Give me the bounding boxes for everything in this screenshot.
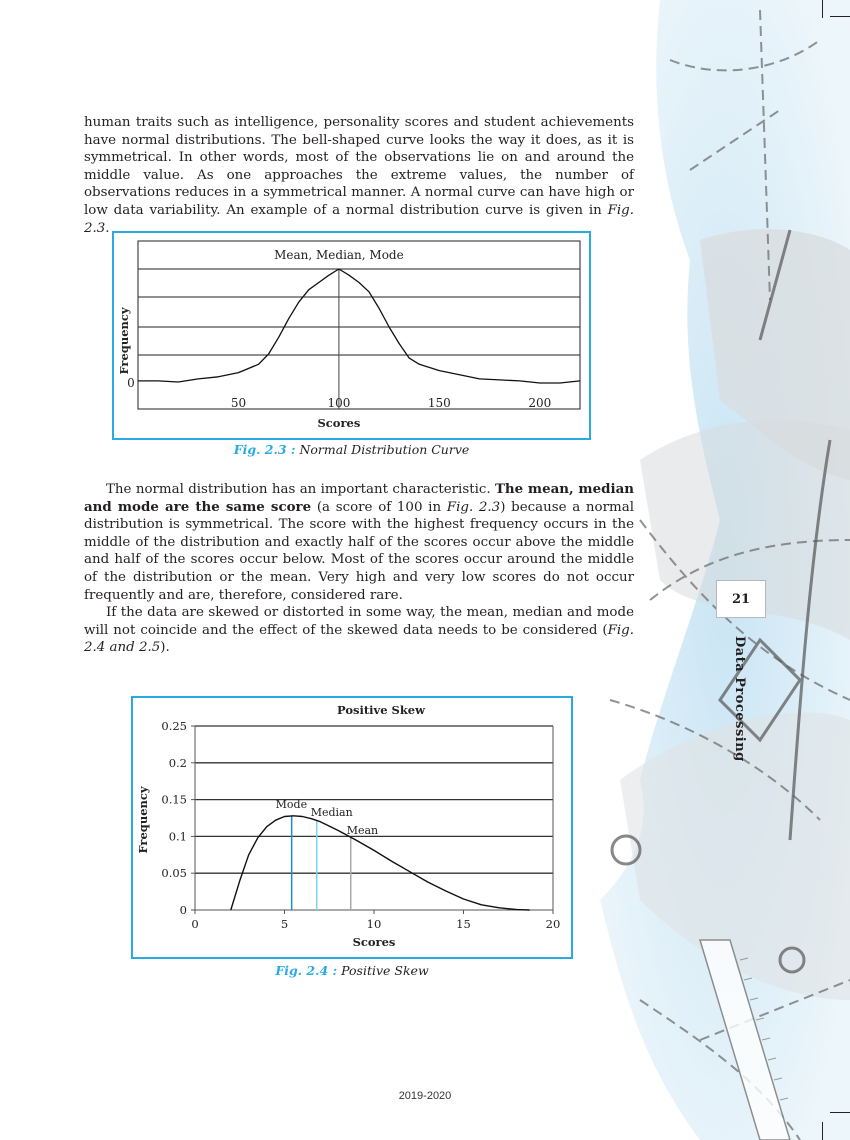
- crop-mark: [822, 0, 823, 18]
- paragraph-normal-characteristic: [84, 481, 634, 604]
- figure-reference: Fig. 2.4 and 2.5: [84, 622, 634, 656]
- median-label: Median: [310, 806, 353, 820]
- figure-2-4-frame: [131, 696, 573, 959]
- figure-caption-text: Positive Skew: [341, 963, 429, 978]
- x-axis-label: Scores: [317, 416, 361, 430]
- y-tick-label: 0.1: [168, 829, 187, 844]
- figure-number: Fig. 2.3 :: [233, 442, 296, 457]
- crop-mark: [830, 16, 850, 17]
- paragraph-text: (a score of 100 in: [311, 499, 447, 515]
- y-tick-label: 0.2: [168, 755, 187, 770]
- crop-mark: [822, 1122, 823, 1140]
- x-tick-label: 150: [427, 396, 451, 410]
- x-tick-label: 5: [280, 917, 289, 931]
- y-axis-label: Frequency: [117, 307, 131, 375]
- y-axis-label: Frequency: [136, 786, 150, 854]
- section-title: Data Processing: [732, 636, 747, 762]
- x-tick-label: 100: [327, 396, 351, 410]
- y-tick-label: 0.05: [161, 866, 187, 881]
- x-tick-label: 200: [528, 396, 552, 410]
- crop-mark: [830, 1112, 850, 1113]
- figure-caption-text: Normal Distribution Curve: [299, 442, 470, 457]
- y-tick-label: 0: [127, 376, 135, 390]
- y-tick-label: 0.25: [161, 719, 187, 733]
- footer-year: 2019-2020: [398, 1090, 452, 1102]
- x-tick-label: 50: [230, 396, 247, 410]
- paragraph-text: ).: [160, 640, 170, 656]
- x-tick-label: 20: [545, 917, 561, 931]
- paragraph-text: ) because a normal distribution is symmetrical. The score with the highest frequency occurs in the middle of the distribution and exactly half of the scores occur above the middle and half of the scores occur below. Most of the scores occur around the middle of the distribution or the mean. Very high and very low scores do not occur frequently and are, therefore, considered rare.: [84, 499, 634, 603]
- paragraph-text: human traits such as intelligence, personality scores and student achievements have normal distributions. The bell-shaped curve looks the way it does, as it is symmetrical. In other words, most of the observations lie on and around the middle value. As one approaches the extreme values, the number of observations reduces in a symmetrical manner. A normal curve can have high or low data variability. An example of a normal distribution curve is given in: [84, 115, 634, 218]
- chart-title: Positive Skew: [336, 703, 426, 717]
- skew-curve: [231, 816, 530, 910]
- bold-statement: The mean, median and mode are the same score: [84, 481, 634, 515]
- y-tick-label: 0: [179, 903, 187, 917]
- normal-curve: [138, 269, 580, 383]
- paragraph-text: .: [105, 220, 110, 236]
- chart-title: Mean, Median, Mode: [274, 248, 404, 262]
- mean-label: Mean: [346, 823, 379, 837]
- x-tick-label: 15: [456, 917, 471, 931]
- normal-distribution-chart: [114, 233, 589, 438]
- plot-area: [138, 241, 580, 409]
- paragraph-normal-distribution-intro: [84, 114, 634, 237]
- y-tick-label: 0.15: [161, 792, 187, 807]
- figure-reference: Fig. 2.3: [446, 499, 501, 515]
- page-number: 21: [716, 580, 766, 618]
- figure-number: Fig. 2.4 :: [275, 963, 338, 978]
- x-axis-label: Scores: [352, 935, 396, 949]
- figure-2-3-caption: [112, 442, 591, 457]
- figure-2-3-frame: [112, 231, 591, 440]
- paragraph-text: The normal distribution has an important characteristic.: [106, 482, 495, 497]
- paragraph-skewed-data: [84, 604, 634, 657]
- x-tick-label: 0: [191, 917, 199, 931]
- x-tick-label: 10: [366, 917, 382, 931]
- paragraph-text: If the data are skewed or distorted in some way, the mean, median and mode will not coincide and the effect of the skewed data needs to be considered (: [84, 605, 634, 638]
- positive-skew-chart: [133, 698, 571, 957]
- figure-reference: Fig. 2.3: [84, 202, 634, 236]
- mode-label: Mode: [275, 797, 308, 811]
- figure-2-4-caption: [131, 963, 573, 978]
